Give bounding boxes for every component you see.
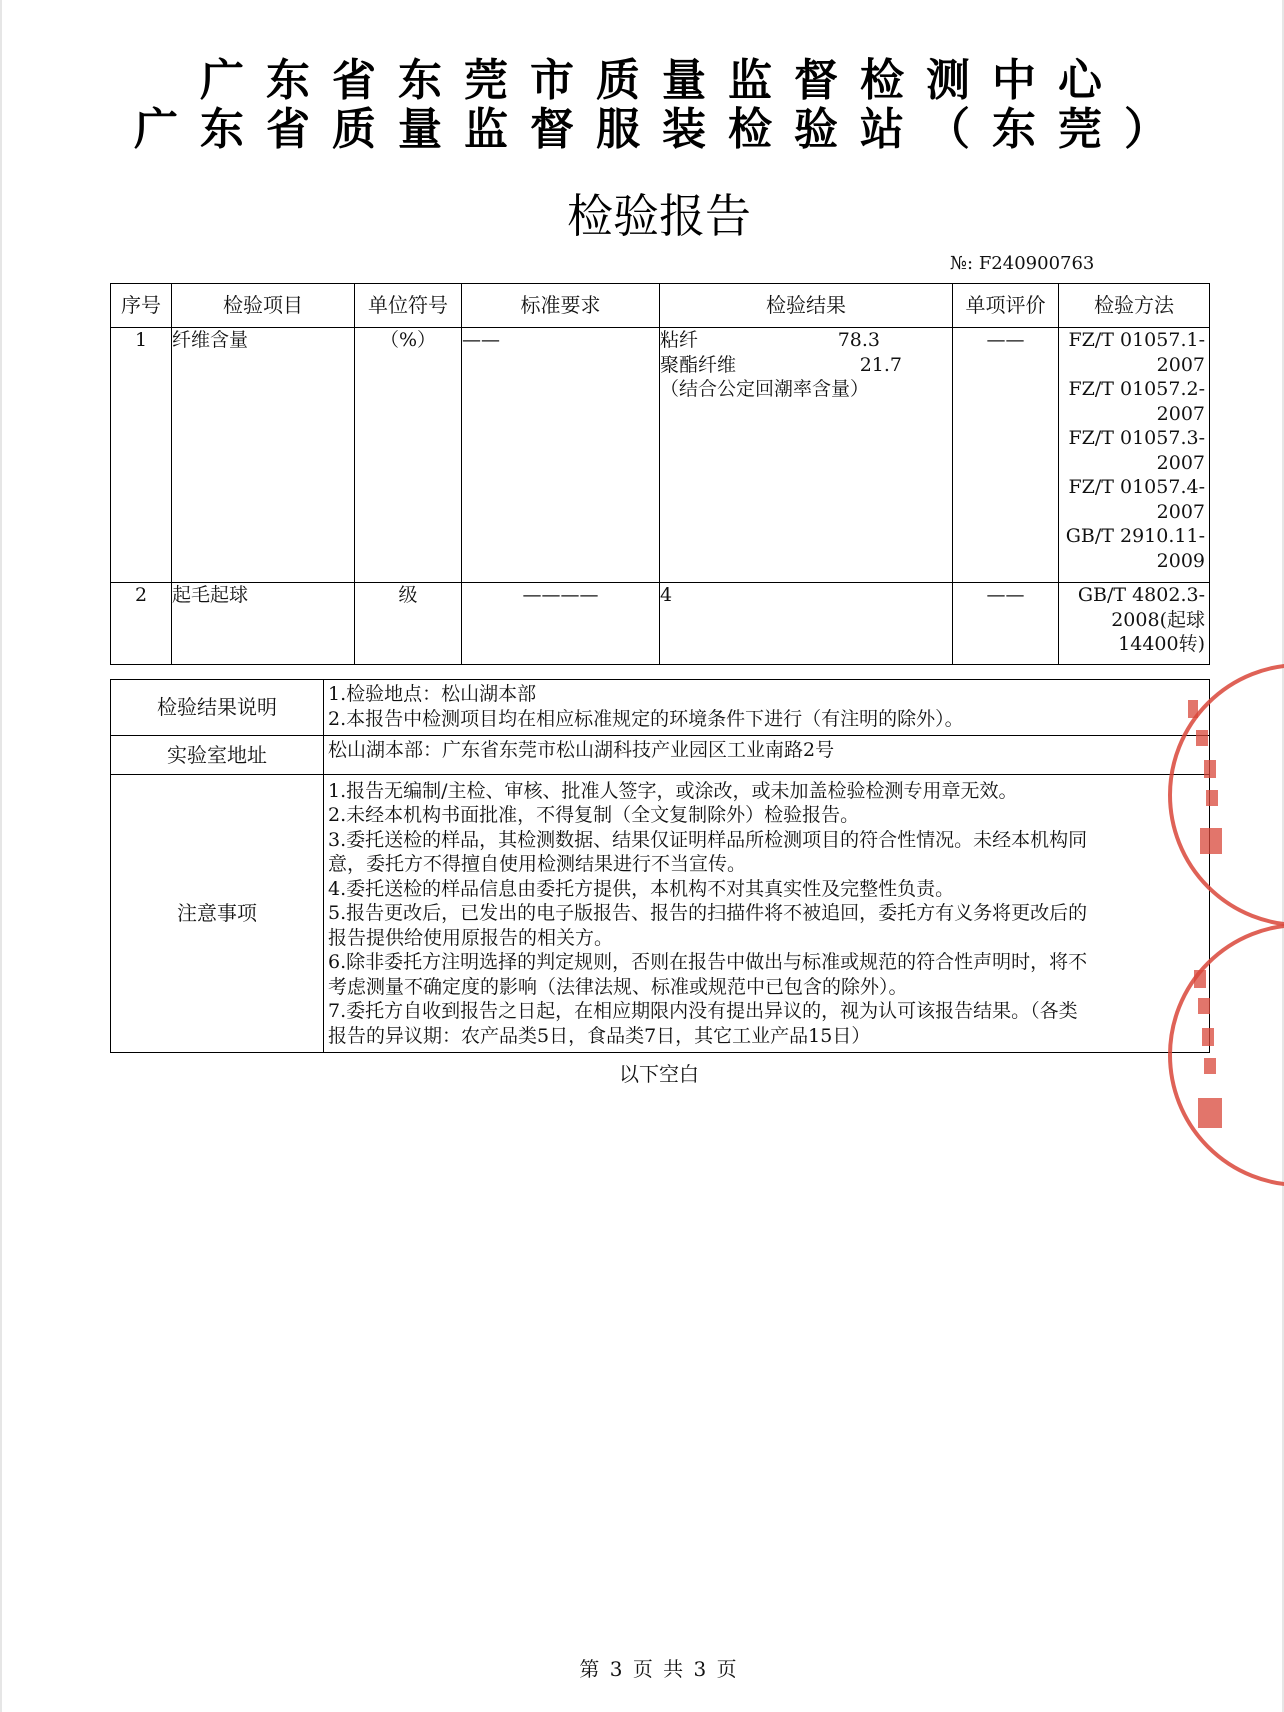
note-line: 2.未经本机构书面批准，不得复制（全文复制除外）检验报告。 [328,804,860,827]
notes-table [110,679,1210,1053]
method-line: 2008(起球 [1111,608,1205,631]
method-line: FZ/T 01057.1- [1068,329,1205,351]
method-line: GB/T 4802.3- [1077,584,1205,606]
note-line: 考虑测量不确定度的影响（法律法规、标准或规范中已包含的除外）。 [328,975,908,998]
method-line: 14400转) [1118,633,1205,655]
result-line [660,328,952,353]
note-line: 意，委托方不得擅自使用检测结果进行不当宣传。 [328,853,747,876]
unit-symbol: 级 [355,583,462,665]
attention-label: 注意事项 [111,775,324,1053]
notes-row [111,775,1210,1053]
report-title: 检验报告 [567,189,751,243]
fiber-name: 粘纤 [660,329,699,351]
blank-below-note: 以下空白 [619,1062,699,1086]
lab-address-label: 实验室地址 [111,736,324,775]
note-line: 4.委托送检的样品信息由委托方提供，本机构不对其真实性及完整性负责。 [328,877,955,900]
organization-name-line2: 广东省质量监督服装检验站（东莞） [134,104,1190,155]
lab-address-text: 松山湖本部：广东省东莞市松山湖科技产业园区工业南路2号 [324,736,1210,775]
note-line: 1.报告无编制/主检、审核、批准人签字，或涂改，或未加盖检验检测专用章无效。 [328,779,1018,802]
method-line: 2007 [1156,402,1205,425]
method-line: FZ/T 01057.4- [1068,476,1205,498]
attention-text [324,775,1210,1053]
notes-row [111,736,1210,775]
standard-requirement: ———— [462,583,660,665]
method-line: 2007 [1156,500,1205,523]
report-number: №: F240900763 [950,253,1095,274]
header-cell: 单项评价 [953,284,1059,328]
table-header-row [111,284,1210,328]
page-footer: 第 3 页 共 3 页 [579,1657,739,1681]
method-line: 2009 [1156,549,1205,572]
item-evaluation: —— [953,328,1059,583]
method-line: GB/T 2910.11- [1065,525,1205,547]
item-evaluation: —— [953,583,1059,665]
fiber-name: 聚酯纤维 [660,353,737,376]
inspection-item: 纤维含量 [172,328,355,583]
header-cell: 标准要求 [462,284,660,328]
note-line: 7.委托方自收到报告之日起，在相应期限内没有提出异议的，视为认可该报告结果。（各类 [328,1000,1078,1023]
inspection-item: 起毛起球 [172,583,355,665]
standard-requirement: —— [462,328,660,583]
inspection-method [1059,583,1210,665]
fiber-value: 78.3 [837,329,880,351]
note-line: 6.除非委托方注明选择的判定规则，否则在报告中做出与标准或规范的符合性声明时，将不 [328,951,1088,974]
method-line: 2007 [1156,353,1205,376]
header-cell: 检验项目 [172,284,355,328]
result-note: （结合公定回潮率含量） [660,378,870,400]
header-cell: 单位符号 [355,284,462,328]
method-line: 2007 [1156,451,1205,474]
note-line: 3.委托送检的样品，其检测数据、结果仅证明样品所检测项目的符合性情况。未经本机构同 [328,828,1088,851]
inspection-results-table [110,283,1210,665]
note-line: 2.本报告中检测项目均在相应标准规定的环境条件下进行（有注明的除外）。 [328,707,964,730]
header-cell: 检验结果 [660,284,953,328]
organization-name-line1: 广东省东莞市质量监督检测中心 [200,55,1124,106]
fiber-value: 21.7 [859,353,902,376]
inspection-result [660,328,953,583]
note-line: 报告提供给使用原报告的相关方。 [328,926,614,949]
table-row [111,583,1210,665]
inspection-result: 4 [660,583,953,665]
header-cell: 检验方法 [1059,284,1210,328]
note-line: 报告的异议期：农产品类5日，食品类7日，其它工业产品15日） [328,1024,871,1047]
method-line: FZ/T 01057.2- [1068,378,1205,400]
notes-row [111,680,1210,736]
method-line: FZ/T 01057.3- [1068,427,1205,449]
result-explanation-label: 检验结果说明 [111,680,324,736]
row-number: 1 [111,328,172,583]
note-line: 1.检验地点：松山湖本部 [328,683,537,705]
result-line [660,353,952,378]
inspection-method [1059,328,1210,583]
result-explanation-text [324,680,1210,736]
note-line: 5.报告更改后，已发出的电子版报告、报告的扫描件将不被追回，委托方有义务将更改后的 [328,902,1088,925]
row-number: 2 [111,583,172,665]
header-cell: 序号 [111,284,172,328]
table-row [111,328,1210,583]
unit-symbol: （%） [355,328,462,583]
